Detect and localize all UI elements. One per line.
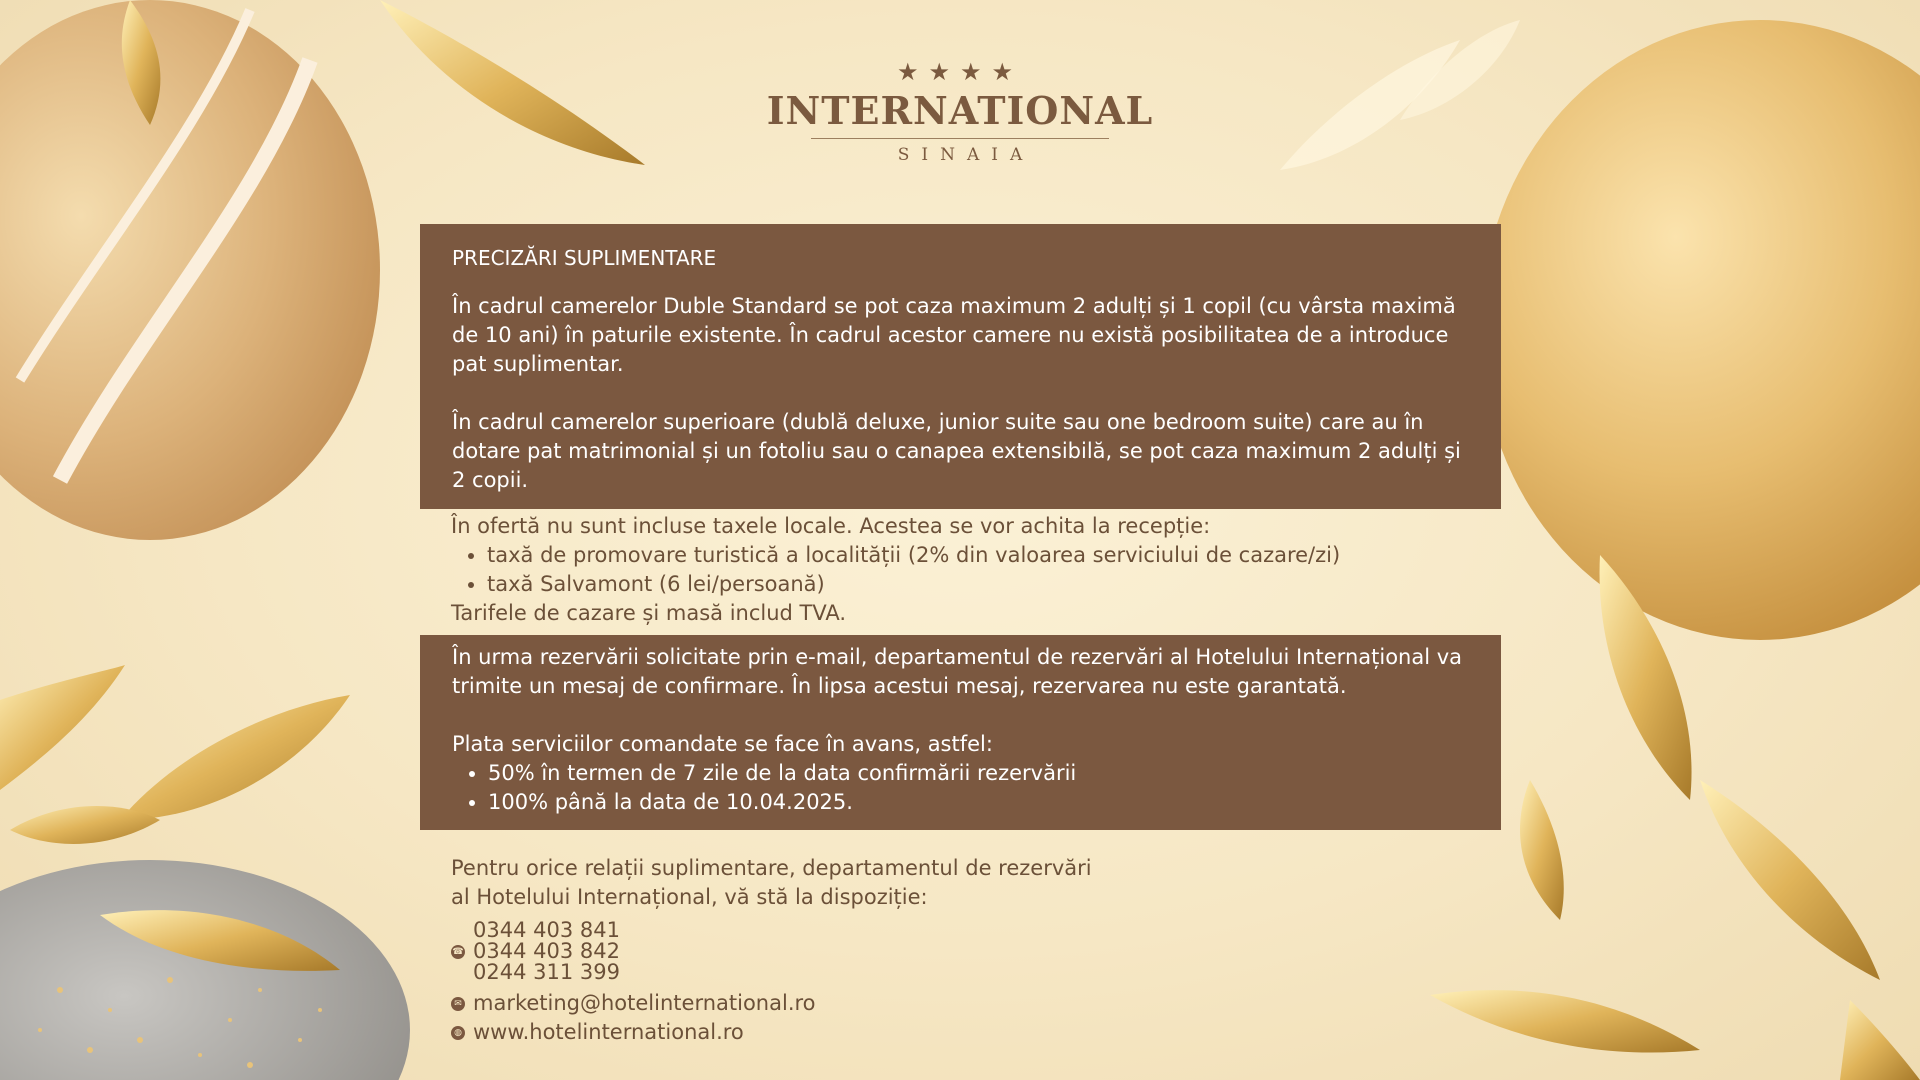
hotel-logo <box>0 60 1920 165</box>
globe-icon: ◍ <box>451 1026 465 1040</box>
list-item: • 100% până la data de 10.04.2025. <box>488 788 1469 817</box>
section-heading: PRECIZĂRI SUPLIMENTARE <box>452 246 717 270</box>
list-item: • 50% în termen de 7 zile de la data confirmării rezervării <box>488 759 1469 788</box>
taxes-list <box>451 541 1511 599</box>
superior-rooms-paragraph: În cadrul camerelor superioare (dublă deluxe, junior suite sau one bedroom suite) care au în dotare pat matrimonial și un fotoliu sau o canapea extensibilă, se pot caza maximum 2 adulți și 2 copii. <box>452 410 1461 492</box>
logo-divider <box>811 138 1109 139</box>
list-item: • taxă de promovare turistică a localității (2% din valoarea serviciului de cazare/zi) <box>487 541 1511 570</box>
phone-numbers <box>451 920 1511 983</box>
phone-number[interactable]: 0344 403 841 <box>473 918 620 942</box>
grey-egg-shape <box>0 860 410 1080</box>
contact-line-2: al Hotelului Internațional, vă stă la dispoziție: <box>451 885 928 909</box>
logo-brand-name: INTERNATIONAL <box>766 88 1154 133</box>
email-row <box>451 989 1511 1018</box>
payment-intro: Plata serviciilor comandate se face în avans, astfel: <box>452 732 993 756</box>
logo-city: SINAIA <box>897 144 1035 165</box>
contact-line-1: Pentru orice relații suplimentare, departamentul de rezervări <box>451 856 1092 880</box>
list-item: • taxă Salvamont (6 lei/persoană) <box>487 570 1511 599</box>
confirmation-paragraph: În urma rezervării solicitate prin e-mail, departamentul de rezervări al Hotelului Internațional va trimite un mesaj de confirmare. În lipsa acestui mesaj, rezervarea nu este garantată. <box>452 645 1463 698</box>
additional-notes-panel <box>420 224 1501 509</box>
star-rating: ★★★★ <box>896 58 1024 86</box>
phone-icon: ☎ <box>452 946 464 957</box>
reservation-panel <box>420 635 1501 830</box>
email-link[interactable]: marketing@hotelinternational.ro <box>473 991 816 1015</box>
website-link[interactable]: www.hotelinternational.ro <box>473 1020 744 1044</box>
email-icon: ✉ <box>451 997 465 1011</box>
vat-note: Tarifele de cazare și masă includ TVA. <box>451 601 847 625</box>
standard-rooms-paragraph: În cadrul camerelor Duble Standard se pot caza maximum 2 adulți și 1 copil (cu vârsta maximă de 10 ani) în paturile existente. În cadrul acestor camere nu există posibilitatea de a introduce pat suplimentar. <box>452 294 1456 376</box>
local-taxes-section <box>451 512 1511 628</box>
taxes-intro: În ofertă nu sunt incluse taxele locale. Acestea se vor achita la recepție: <box>451 514 1211 538</box>
phone-number[interactable]: 0244 311 399 <box>473 960 620 984</box>
phone-number[interactable]: 0344 403 842 <box>473 939 620 963</box>
contact-section <box>451 854 1511 1047</box>
payment-list <box>452 759 1469 817</box>
website-row <box>451 1018 1511 1047</box>
